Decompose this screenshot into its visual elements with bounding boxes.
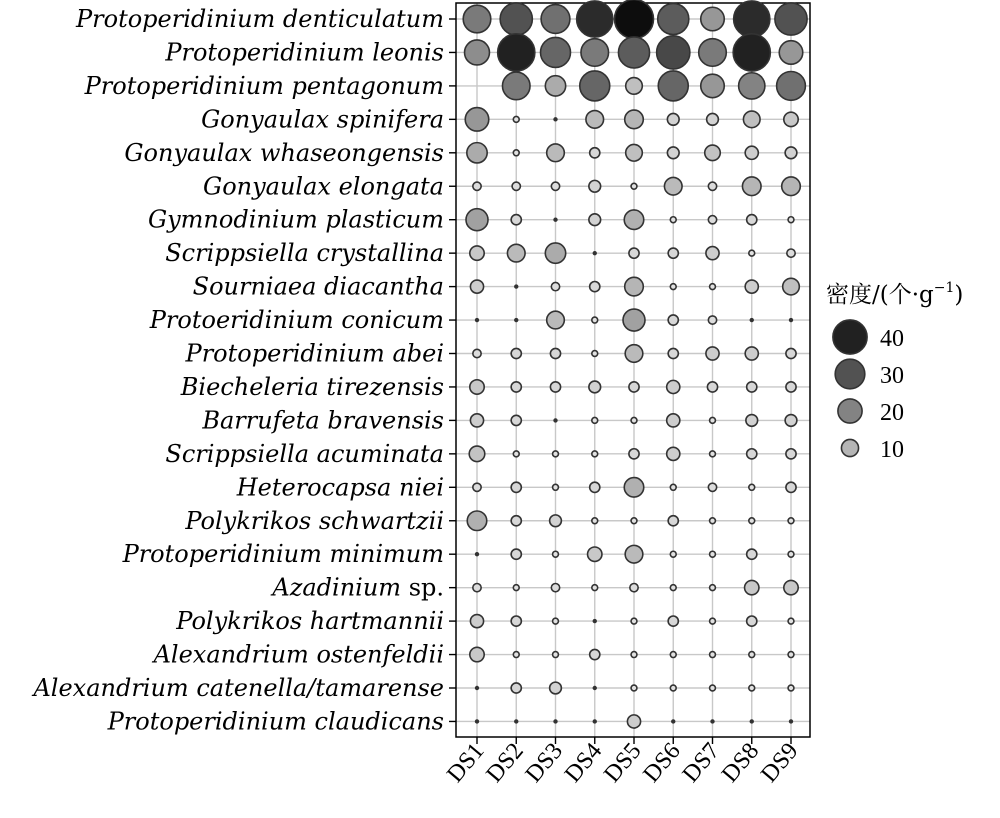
bubble-point xyxy=(463,5,491,33)
bubble-point xyxy=(550,382,560,392)
bubble-point xyxy=(551,182,559,190)
bubble-point xyxy=(788,551,794,557)
bubble-point xyxy=(630,583,638,591)
bubble-point xyxy=(710,652,716,658)
bubble-point xyxy=(631,652,637,658)
bubble-point xyxy=(512,182,520,190)
bubble-point xyxy=(779,41,803,65)
species-label: Biecheleria tirezensis xyxy=(180,372,444,401)
size-legend xyxy=(826,280,963,463)
bubble-point xyxy=(745,347,758,360)
bubble-point xyxy=(588,547,602,561)
bubble-point xyxy=(589,214,601,226)
species-label: Barrufeta bravensis xyxy=(202,406,444,435)
bubble-point xyxy=(745,280,758,293)
bubble-point xyxy=(658,3,689,34)
bubble-point xyxy=(473,583,481,591)
site-label: DS9 xyxy=(756,738,804,788)
bubble-point xyxy=(500,3,532,35)
bubble-point xyxy=(625,345,643,363)
species-label: Gonyaulax elongata xyxy=(203,172,444,201)
bubble-point xyxy=(465,108,489,132)
bubble-point xyxy=(788,518,794,524)
bubble-point xyxy=(593,252,596,255)
bubble-point xyxy=(551,583,559,591)
bubble-point xyxy=(708,182,716,190)
bubble-point xyxy=(465,40,490,65)
bubble-point xyxy=(670,551,676,557)
bubble-point xyxy=(592,451,598,457)
bubble-point xyxy=(742,177,761,196)
bubble-point xyxy=(631,518,637,524)
bubble-point xyxy=(747,616,757,626)
species-label: Scrippsiella crystallina xyxy=(165,239,444,268)
bubble-point xyxy=(705,145,721,161)
bubble-point xyxy=(577,1,613,37)
bubble-point xyxy=(786,382,796,392)
bubble-point xyxy=(787,249,795,257)
bubble-point xyxy=(631,685,637,691)
bubble-point xyxy=(668,616,678,626)
bubble-point xyxy=(553,652,559,658)
species-labels xyxy=(31,5,444,735)
bubble-point xyxy=(790,720,793,723)
species-label: Protoperidinium claudicans xyxy=(107,707,444,736)
bubble-point xyxy=(777,71,806,100)
bubble-point xyxy=(581,39,609,67)
bubble-point xyxy=(782,177,801,196)
bubble-point xyxy=(746,415,758,427)
bubble-point xyxy=(788,652,794,658)
bubble-point xyxy=(553,618,559,624)
bubble-point xyxy=(667,414,680,427)
bubble-point xyxy=(547,144,565,162)
site-label: DS1 xyxy=(442,738,490,788)
bubble-point xyxy=(550,348,560,358)
bubble-point xyxy=(473,182,481,190)
legend-bubble xyxy=(835,359,865,389)
bubble-point xyxy=(507,244,525,262)
legend-title: 密度/(个$\cdot g^{-1}$) xyxy=(826,280,964,308)
bubble-point xyxy=(667,113,679,125)
bubble-point xyxy=(788,685,794,691)
bubble-point xyxy=(668,315,678,325)
legend-label: 40 xyxy=(880,326,904,352)
bubble-point xyxy=(733,34,770,71)
bubble-point xyxy=(785,415,797,427)
bubble-point xyxy=(667,447,680,460)
bubble-point xyxy=(476,720,479,723)
site-label: DS6 xyxy=(638,738,686,788)
bubble-point xyxy=(554,118,557,121)
species-label: Scrippsiella acuminata xyxy=(165,439,444,468)
bubble-point xyxy=(592,417,598,423)
bubble-point xyxy=(786,348,796,358)
bubble-point xyxy=(625,545,643,563)
site-labels xyxy=(442,738,803,787)
bubble-point xyxy=(513,451,519,457)
bubble-point xyxy=(592,351,598,357)
site-label: DS5 xyxy=(599,738,647,788)
bubble-point xyxy=(618,37,649,68)
bubble-point xyxy=(511,482,521,492)
bubble-point xyxy=(629,449,639,459)
species-label: Sourniaea diacantha xyxy=(192,272,444,301)
bubble-point xyxy=(670,217,676,223)
bubble-point xyxy=(593,620,596,623)
bubble-point xyxy=(511,549,521,559)
bubble-point xyxy=(586,111,604,129)
species-label: Gonyaulax whaseongensis xyxy=(124,138,444,167)
site-label: DS4 xyxy=(559,738,608,788)
bubble-point xyxy=(470,380,484,394)
bubble-point xyxy=(701,74,725,98)
bubble-point xyxy=(749,685,755,691)
bubble-point xyxy=(708,483,716,491)
bubble-point xyxy=(623,309,645,331)
legend-label: 20 xyxy=(880,400,904,426)
bubble-point xyxy=(513,585,519,591)
bubble-point xyxy=(589,381,601,393)
bubble-point xyxy=(670,484,676,490)
bubble-point xyxy=(707,382,717,392)
bubble-point xyxy=(785,147,797,159)
bubble-point xyxy=(470,647,484,661)
bubble-point xyxy=(708,316,716,324)
bubble-point xyxy=(711,720,714,723)
bubble-point xyxy=(710,618,716,624)
bubble-point xyxy=(749,518,755,524)
bubble-point xyxy=(513,150,519,156)
bubble-point xyxy=(592,317,598,323)
bubble-point xyxy=(706,247,719,260)
bubble-point xyxy=(707,113,719,125)
species-label: Heterocapsa niei xyxy=(236,473,444,502)
bubble-point xyxy=(745,580,759,594)
bubble-point xyxy=(701,7,725,31)
bubble-point xyxy=(626,78,643,95)
legend-label: 30 xyxy=(880,363,904,389)
bubble-point xyxy=(466,209,488,231)
bubble-point xyxy=(515,720,518,723)
bubble-point xyxy=(627,715,640,728)
bubble-point xyxy=(783,278,800,295)
bubble-point xyxy=(739,73,765,99)
bubble-point xyxy=(710,551,716,557)
bubble-point xyxy=(470,615,483,628)
bubble-point xyxy=(470,280,483,293)
bubble-point xyxy=(511,348,521,358)
legend-bubble xyxy=(838,399,862,423)
bubble-point xyxy=(670,585,676,591)
bubble-point xyxy=(554,720,557,723)
bubble-point xyxy=(710,451,716,457)
bubble-point xyxy=(615,0,654,39)
bubble-point xyxy=(734,1,770,37)
bubble-point xyxy=(747,449,757,459)
bubble-point xyxy=(631,618,637,624)
bubble-point xyxy=(511,616,521,626)
species-label: Protoperidinium leonis xyxy=(165,38,444,67)
bubble-point xyxy=(511,382,521,392)
site-label: DS7 xyxy=(677,738,726,788)
bubble-point xyxy=(706,347,719,360)
bubble-point xyxy=(470,414,483,427)
bubble-point xyxy=(580,71,610,101)
species-label: Protoperidinium denticulatum xyxy=(76,5,444,33)
bubble-point xyxy=(658,71,688,101)
bubble-point xyxy=(750,720,753,723)
bubble-point xyxy=(664,177,682,195)
legend-label: 10 xyxy=(880,437,904,463)
species-label: Polykrikos schwartzii xyxy=(185,506,444,535)
bubble-point xyxy=(670,685,676,691)
bubble-point xyxy=(550,515,562,527)
bubble-point xyxy=(592,518,598,524)
bubble-point xyxy=(786,482,796,492)
bubble-point xyxy=(625,110,644,129)
bubble-point xyxy=(668,348,678,358)
bubble-point xyxy=(624,210,644,230)
bubble-point xyxy=(629,248,639,258)
site-label: DS3 xyxy=(520,738,569,788)
legend-bubble xyxy=(841,439,858,456)
bubble-point xyxy=(550,682,562,694)
bubble-point xyxy=(590,282,600,292)
bubble-point xyxy=(747,215,757,225)
bubble-point xyxy=(657,36,690,69)
legend-bubble xyxy=(833,320,867,354)
bubble-point xyxy=(775,3,807,35)
site-label: DS2 xyxy=(481,738,529,788)
bubble-point xyxy=(788,618,794,624)
bubble-marks xyxy=(463,0,807,728)
bubble-point xyxy=(545,243,565,263)
bubble-point xyxy=(589,180,601,192)
bubble-point xyxy=(786,449,796,459)
bubble-point xyxy=(593,687,596,690)
bubble-point xyxy=(541,5,570,34)
bubble-point xyxy=(626,144,643,161)
bubble-point xyxy=(699,39,727,67)
bubble-point xyxy=(743,111,760,128)
species-label: Protoperidinium pentagonum xyxy=(84,71,444,100)
bubble-point xyxy=(498,34,535,71)
bubble-point xyxy=(625,277,644,296)
bubble-point xyxy=(593,720,596,723)
bubble-point xyxy=(747,382,757,392)
species-label: Alexandrium ostenfeldii xyxy=(153,640,444,669)
bubble-point xyxy=(470,246,484,260)
species-label: Gonyaulax spinifera xyxy=(201,105,444,134)
bubble-point xyxy=(553,451,559,457)
site-label: DS8 xyxy=(716,738,765,788)
species-label: Protoperidinium abei xyxy=(185,339,444,368)
bubble-point xyxy=(668,248,678,258)
species-label: Protoperidinium minimum xyxy=(122,540,444,569)
bubble-point xyxy=(467,511,487,531)
bubble-point xyxy=(476,553,479,556)
bubble-point xyxy=(511,215,521,225)
bubble-point xyxy=(476,687,479,690)
bubble-point xyxy=(541,37,571,67)
bubble-point xyxy=(511,516,521,526)
bubble-point xyxy=(708,216,716,224)
bubble-point xyxy=(749,484,755,490)
bubble-point xyxy=(547,311,565,329)
bubble-point xyxy=(710,685,716,691)
bubble-point xyxy=(790,319,793,322)
bubble-point xyxy=(590,482,600,492)
bubble-point xyxy=(788,217,794,223)
bubble-point xyxy=(592,585,598,591)
bubble-point xyxy=(672,720,675,723)
bubble-point xyxy=(473,483,481,491)
bubble-point xyxy=(467,143,487,163)
bubble-point xyxy=(668,516,678,526)
bubble-point xyxy=(476,319,479,322)
bubble-point xyxy=(667,380,680,393)
bubble-point xyxy=(749,250,755,256)
bubble-point xyxy=(553,484,559,490)
bubble-point xyxy=(511,683,521,693)
bubble-point xyxy=(473,349,481,357)
bubble-point xyxy=(631,183,637,189)
bubble-point xyxy=(750,319,753,322)
bubble-point xyxy=(511,415,521,425)
bubble-point xyxy=(784,112,798,126)
bubble-point xyxy=(670,284,676,290)
bubble-point xyxy=(590,649,600,659)
species-label: Alexandrium catenella/tamarense xyxy=(33,674,444,702)
bubble-point xyxy=(667,147,679,159)
bubble-point xyxy=(502,72,530,100)
bubble-point xyxy=(624,478,644,498)
bubble-point xyxy=(515,285,518,288)
bubble-point xyxy=(513,116,519,122)
bubble-point xyxy=(515,319,518,322)
bubble-point xyxy=(710,284,716,290)
bubble-point xyxy=(745,146,758,159)
bubble-point xyxy=(469,446,485,462)
bubble-point xyxy=(554,419,557,422)
bubble-point xyxy=(631,417,637,423)
bubble-point xyxy=(710,585,716,591)
bubble-point xyxy=(554,218,557,221)
bubble-point xyxy=(710,417,716,423)
species-label: Protoeridinium conicum xyxy=(149,306,444,335)
bubble-point xyxy=(553,551,559,557)
bubble-point xyxy=(784,580,798,594)
species-label: Polykrikos hartmannii xyxy=(176,607,444,636)
bubble-point xyxy=(747,549,757,559)
bubble-point xyxy=(545,76,565,96)
bubble-point xyxy=(749,652,755,658)
bubble-point xyxy=(629,382,639,392)
bubble-point xyxy=(710,518,716,524)
bubble-point xyxy=(670,652,676,658)
species-label: Gymnodinium plasticum xyxy=(147,205,444,234)
bubble-point xyxy=(590,148,600,158)
species-label: Azadinium sp. xyxy=(272,573,444,602)
bubble-point xyxy=(513,652,519,658)
bubble-point xyxy=(551,282,559,290)
